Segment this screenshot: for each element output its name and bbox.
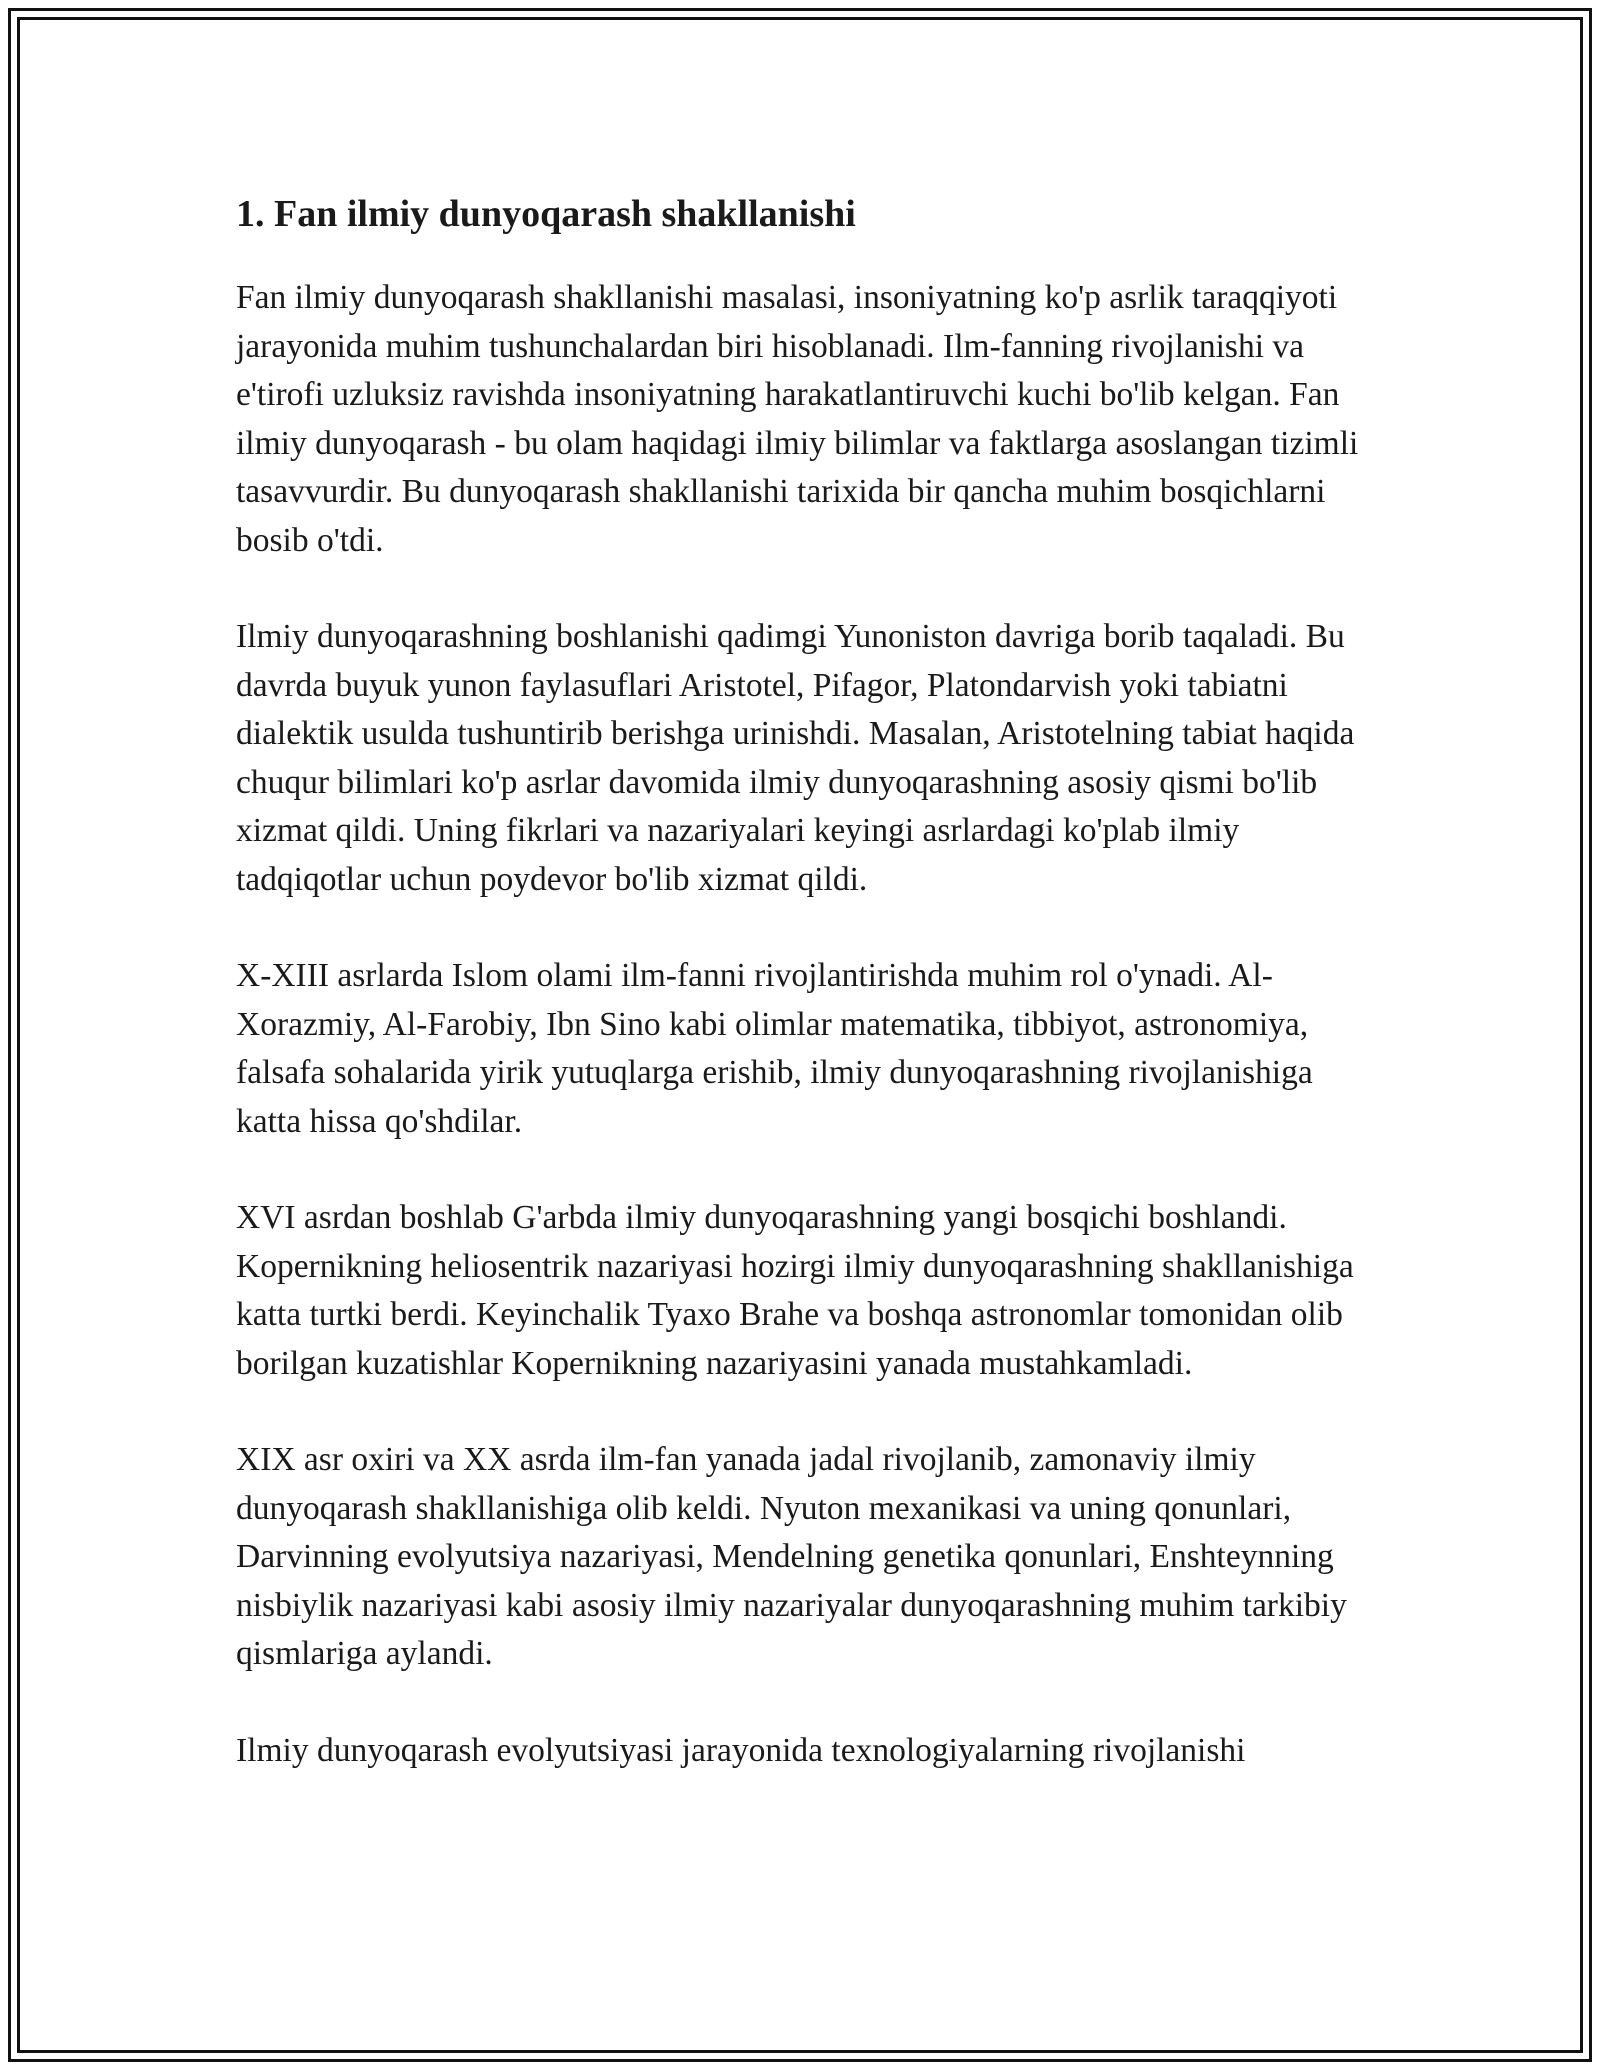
paragraph-4: XVI asrdan boshlab G'arbda ilmiy dunyoqarashning yangi bosqichi boshlandi. Kopernikning heliosentrik nazariyasi hozirgi ilmiy dunyoqarashning shakllanishiga katta turtki berdi. Keyinchalik Tyaxo Brahe va boshqa astronomlar tomonidan olib borilgan kuzatishlar Kopernikning nazariyasini yanada mustahkamladi. [236, 1199, 1354, 1382]
paragraph-6: Ilmiy dunyoqarash evolyutsiyasi jarayonida texnologiyalarning rivojlanishi [236, 1731, 1246, 1769]
document-body [236, 188, 1366, 1775]
paragraph-3: X-XIII asrlarda Islom olami ilm-fanni rivojlantirishda muhim rol o'ynadi. Al-Xorazmiy, Al-Farobiy, Ibn Sino kabi olimlar matematika, tibbiyot, astronomiya, falsafa sohalarida yirik yutuqlarga erishib, ilmiy dunyoqarashning rivojlanishiga katta hissa qo'shdilar. [236, 957, 1313, 1140]
paragraph-5: XIX asr oxiri va XX asrda ilm-fan yanada jadal rivojlanib, zamonaviy ilmiy dunyoqarash shakllanishiga olib keldi. Nyuton mexanikasi va uning qonunlari, Darvinning evolyutsiya nazariyasi, Mendelning genetika qonunlari, Enshteynning nisbiylik nazariyasi kabi asosiy ilmiy nazariyalar dunyoqarashning muhim tarkibiy qismlariga aylandi. [236, 1441, 1347, 1672]
section-heading: 1. Fan ilmiy dunyoqarash shakllanishi [236, 193, 856, 235]
paragraph-2: Ilmiy dunyoqarashning boshlanishi qadimgi Yunoniston davriga borib taqaladi. Bu davrda buyuk yunon faylasuflari Aristotel, Pifagor, Platondarvish yoki tabiatni dialektik usulda tushuntirib berishga urinishdi. Masalan, Aristotelning tabiat haqida chuqur bilimlari ko'p asrlar davomida ilmiy dunyoqarashning asosiy qismi bo'lib xizmat qildi. Uning fikrlari va nazariyalari keyingi asrlardagi ko'plab ilmiy tadqiqotlar uchun poydevor bo'lib xizmat qildi. [236, 618, 1355, 898]
paragraph-1: Fan ilmiy dunyoqarash shakllanishi masalasi, insoniyatning ko'p asrlik taraqqiyoti jarayonida muhim tushunchalardan biri hisoblanadi. Ilm-fanning rivojlanishi va e'tirofi uzluksiz ravishda insoniyatning harakatlantiruvchi kuchi bo'lib kelgan. Fan ilmiy dunyoqarash - bu olam haqidagi ilmiy bilimlar va faktlarga asoslangan tizimli tasavvurdir. Bu dunyoqarash shakllanishi tarixida bir qancha muhim bosqichlarni bosib o'tdi. [236, 279, 1359, 559]
